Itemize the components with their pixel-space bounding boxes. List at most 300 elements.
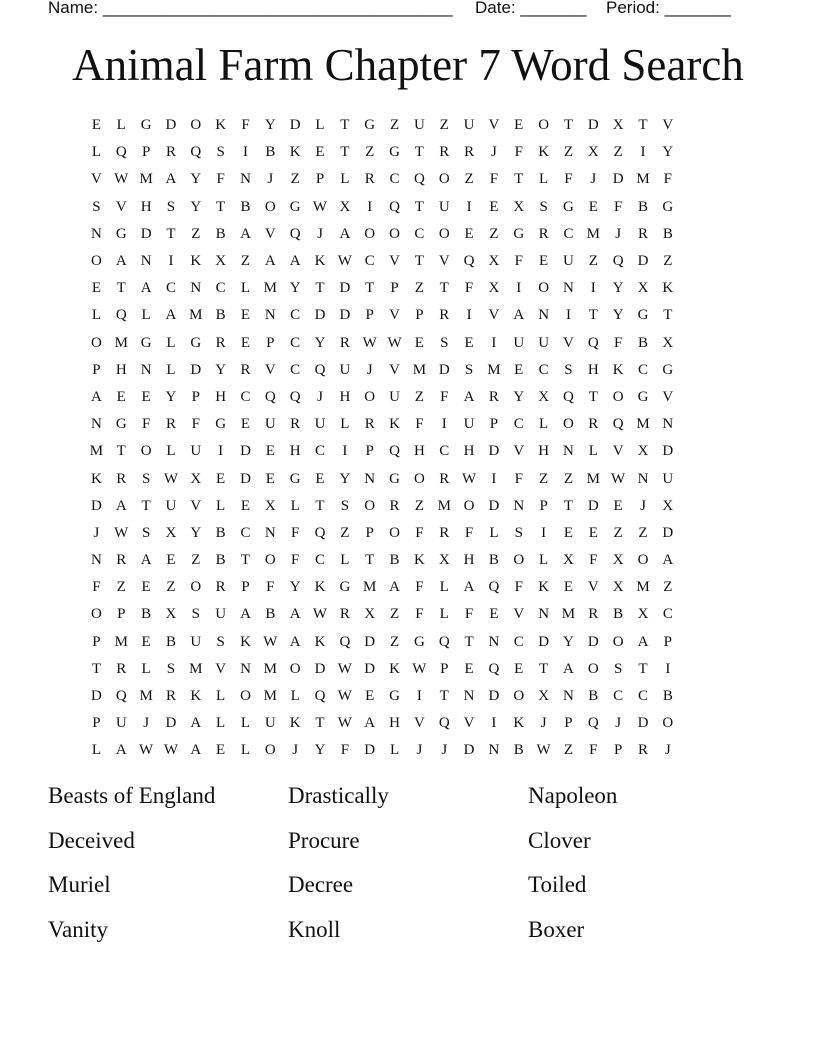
- grid-letter[interactable]: Z: [389, 606, 400, 623]
- grid-letter[interactable]: N: [140, 253, 152, 270]
- grid-letter[interactable]: B: [165, 633, 176, 650]
- grid-letter[interactable]: E: [464, 225, 474, 242]
- grid-letter[interactable]: P: [415, 307, 424, 324]
- grid-letter[interactable]: O: [438, 171, 450, 188]
- grid-letter[interactable]: X: [637, 606, 649, 623]
- grid-letter[interactable]: E: [240, 334, 251, 351]
- grid-letter[interactable]: A: [662, 552, 674, 569]
- grid-letter[interactable]: E: [514, 361, 524, 378]
- grid-letter[interactable]: M: [636, 416, 650, 433]
- grid-letter[interactable]: L: [539, 552, 549, 569]
- grid-letter[interactable]: R: [389, 497, 400, 514]
- grid-letter[interactable]: C: [290, 361, 301, 378]
- grid-letter[interactable]: Q: [115, 307, 127, 324]
- grid-letter[interactable]: L: [240, 715, 251, 732]
- grid-letter[interactable]: E: [563, 579, 574, 596]
- grid-letter[interactable]: D: [339, 307, 351, 324]
- grid-letter[interactable]: L: [141, 307, 151, 324]
- grid-letter[interactable]: T: [91, 660, 101, 677]
- grid-letter[interactable]: L: [216, 497, 226, 514]
- grid-letter[interactable]: V: [389, 361, 400, 378]
- grid-letter[interactable]: L: [166, 443, 176, 460]
- grid-letter[interactable]: B: [488, 552, 499, 569]
- grid-letter[interactable]: Y: [165, 388, 177, 405]
- grid-letter[interactable]: A: [637, 633, 649, 650]
- grid-letter[interactable]: Z: [340, 524, 350, 541]
- grid-letter[interactable]: S: [464, 361, 474, 378]
- grid-letter[interactable]: T: [638, 660, 648, 677]
- grid-letter[interactable]: G: [513, 225, 525, 242]
- grid-letter[interactable]: Y: [314, 742, 326, 759]
- grid-letter[interactable]: T: [638, 117, 648, 134]
- grid-letter[interactable]: N: [563, 280, 574, 297]
- grid-letter[interactable]: H: [115, 361, 127, 378]
- grid-letter[interactable]: E: [166, 552, 176, 569]
- grid-letter[interactable]: M: [114, 334, 128, 351]
- grid-letter[interactable]: D: [662, 443, 674, 460]
- grid-letter[interactable]: F: [514, 144, 523, 161]
- grid-letter[interactable]: H: [587, 361, 599, 378]
- grid-letter[interactable]: P: [539, 497, 548, 514]
- grid-letter[interactable]: L: [290, 688, 300, 705]
- grid-letter[interactable]: D: [488, 497, 500, 514]
- grid-letter[interactable]: N: [513, 497, 525, 514]
- grid-letter[interactable]: J: [491, 144, 497, 161]
- grid-letter[interactable]: D: [364, 660, 376, 677]
- grid-letter[interactable]: E: [365, 688, 375, 705]
- grid-letter[interactable]: X: [612, 552, 624, 569]
- grid-letter[interactable]: L: [439, 606, 449, 623]
- grid-letter[interactable]: G: [115, 225, 127, 242]
- grid-letter[interactable]: F: [340, 742, 350, 759]
- grid-letter[interactable]: J: [615, 715, 622, 732]
- grid-letter[interactable]: F: [564, 171, 573, 188]
- grid-letter[interactable]: M: [139, 171, 153, 188]
- grid-letter[interactable]: K: [389, 660, 400, 677]
- grid-letter[interactable]: B: [240, 198, 251, 215]
- grid-letter[interactable]: M: [561, 606, 576, 623]
- date-field[interactable]: Date: _______: [475, 0, 587, 17]
- grid-letter[interactable]: D: [637, 715, 649, 732]
- grid-letter[interactable]: O: [389, 524, 400, 541]
- grid-letter[interactable]: Z: [613, 524, 623, 541]
- grid-letter[interactable]: U: [165, 497, 177, 514]
- grid-letter[interactable]: I: [466, 198, 472, 215]
- grid-letter[interactable]: H: [389, 715, 400, 732]
- grid-letter[interactable]: W: [312, 606, 328, 623]
- grid-letter[interactable]: D: [438, 361, 450, 378]
- grid-letter[interactable]: Q: [190, 144, 202, 161]
- grid-letter[interactable]: V: [215, 660, 227, 677]
- grid-letter[interactable]: K: [190, 688, 202, 705]
- grid-letter[interactable]: T: [365, 280, 375, 297]
- grid-letter[interactable]: Z: [166, 579, 176, 596]
- grid-letter[interactable]: C: [637, 688, 648, 705]
- grid-letter[interactable]: C: [315, 552, 326, 569]
- grid-letter[interactable]: C: [240, 388, 251, 405]
- grid-letter[interactable]: O: [662, 715, 674, 732]
- grid-letter[interactable]: C: [364, 253, 375, 270]
- grid-letter[interactable]: T: [240, 552, 251, 569]
- grid-letter[interactable]: E: [116, 388, 126, 405]
- grid-letter[interactable]: E: [240, 497, 251, 514]
- grid-letter[interactable]: L: [340, 416, 350, 433]
- grid-letter[interactable]: G: [339, 579, 351, 596]
- grid-letter[interactable]: X: [438, 552, 450, 569]
- grid-letter[interactable]: D: [538, 633, 550, 650]
- grid-letter[interactable]: E: [588, 198, 598, 215]
- grid-letter[interactable]: N: [91, 225, 102, 242]
- grid-letter[interactable]: C: [240, 524, 251, 541]
- grid-letter[interactable]: T: [414, 144, 424, 161]
- grid-letter[interactable]: Y: [190, 171, 202, 188]
- grid-letter[interactable]: E: [240, 307, 251, 324]
- grid-letter[interactable]: O: [538, 280, 550, 297]
- grid-letter[interactable]: L: [91, 742, 101, 759]
- grid-letter[interactable]: R: [364, 416, 375, 433]
- grid-letter[interactable]: F: [589, 552, 598, 569]
- grid-letter[interactable]: L: [91, 144, 101, 161]
- grid-letter[interactable]: L: [439, 579, 449, 596]
- grid-letter[interactable]: E: [216, 470, 226, 487]
- grid-letter[interactable]: J: [143, 715, 150, 732]
- grid-letter[interactable]: A: [165, 171, 177, 188]
- grid-letter[interactable]: U: [513, 334, 525, 351]
- grid-letter[interactable]: V: [91, 171, 102, 188]
- grid-letter[interactable]: F: [440, 388, 449, 405]
- grid-letter[interactable]: B: [265, 606, 276, 623]
- grid-letter[interactable]: E: [315, 470, 325, 487]
- grid-letter[interactable]: H: [463, 443, 475, 460]
- grid-letter[interactable]: U: [190, 443, 202, 460]
- grid-letter[interactable]: U: [463, 117, 475, 134]
- grid-letter[interactable]: V: [389, 307, 400, 324]
- grid-letter[interactable]: P: [440, 660, 449, 677]
- grid-letter[interactable]: S: [141, 524, 151, 541]
- grid-letter[interactable]: W: [536, 742, 551, 759]
- grid-letter[interactable]: B: [662, 688, 673, 705]
- grid-letter[interactable]: G: [140, 117, 152, 134]
- grid-letter[interactable]: Z: [389, 633, 400, 650]
- grid-letter[interactable]: K: [240, 633, 251, 650]
- grid-letter[interactable]: I: [416, 688, 422, 705]
- grid-letter[interactable]: T: [315, 497, 325, 514]
- grid-letter[interactable]: U: [314, 416, 326, 433]
- grid-letter[interactable]: Y: [662, 144, 674, 161]
- grid-letter[interactable]: J: [267, 171, 274, 188]
- grid-letter[interactable]: O: [513, 552, 525, 569]
- grid-letter[interactable]: O: [289, 660, 301, 677]
- grid-letter[interactable]: O: [513, 688, 525, 705]
- grid-letter[interactable]: D: [364, 742, 376, 759]
- grid-letter[interactable]: L: [216, 688, 226, 705]
- grid-letter[interactable]: Y: [339, 470, 351, 487]
- grid-letter[interactable]: V: [662, 117, 674, 134]
- grid-letter[interactable]: F: [415, 524, 424, 541]
- grid-letter[interactable]: G: [215, 416, 227, 433]
- grid-letter[interactable]: P: [613, 742, 623, 759]
- grid-letter[interactable]: F: [216, 171, 225, 188]
- grid-letter[interactable]: F: [663, 171, 672, 188]
- grid-letter[interactable]: L: [588, 443, 598, 460]
- grid-letter[interactable]: X: [563, 552, 574, 569]
- grid-letter[interactable]: M: [263, 280, 277, 297]
- grid-letter[interactable]: A: [240, 606, 251, 623]
- grid-letter[interactable]: G: [389, 144, 400, 161]
- grid-letter[interactable]: I: [491, 470, 497, 487]
- grid-letter[interactable]: M: [139, 688, 153, 705]
- grid-letter[interactable]: D: [587, 497, 599, 514]
- grid-letter[interactable]: C: [165, 280, 176, 297]
- grid-letter[interactable]: Q: [413, 171, 425, 188]
- grid-letter[interactable]: V: [115, 198, 127, 215]
- grid-letter[interactable]: M: [586, 225, 600, 242]
- grid-letter[interactable]: G: [364, 117, 376, 134]
- grid-letter[interactable]: X: [662, 334, 674, 351]
- grid-letter[interactable]: Y: [563, 633, 574, 650]
- grid-letter[interactable]: E: [514, 660, 524, 677]
- grid-letter[interactable]: F: [141, 416, 151, 433]
- grid-letter[interactable]: N: [240, 660, 251, 677]
- grid-letter[interactable]: N: [264, 307, 276, 324]
- grid-letter[interactable]: S: [166, 198, 176, 215]
- grid-letter[interactable]: X: [662, 497, 674, 514]
- grid-letter[interactable]: Y: [513, 388, 525, 405]
- grid-letter[interactable]: W: [163, 742, 179, 759]
- grid-letter[interactable]: O: [91, 606, 102, 623]
- grid-letter[interactable]: A: [289, 606, 301, 623]
- grid-letter[interactable]: R: [165, 144, 176, 161]
- grid-letter[interactable]: C: [538, 361, 549, 378]
- grid-letter[interactable]: R: [464, 144, 475, 161]
- grid-letter[interactable]: X: [215, 253, 227, 270]
- grid-letter[interactable]: V: [488, 117, 500, 134]
- grid-letter[interactable]: Z: [116, 579, 126, 596]
- grid-letter[interactable]: E: [91, 280, 101, 297]
- grid-letter[interactable]: M: [263, 688, 277, 705]
- grid-letter[interactable]: R: [339, 606, 350, 623]
- grid-letter[interactable]: U: [264, 416, 276, 433]
- grid-letter[interactable]: E: [265, 470, 275, 487]
- grid-letter[interactable]: D: [488, 688, 500, 705]
- grid-letter[interactable]: U: [662, 470, 674, 487]
- grid-letter[interactable]: Q: [587, 715, 599, 732]
- grid-letter[interactable]: U: [264, 715, 276, 732]
- grid-letter[interactable]: U: [413, 117, 425, 134]
- grid-letter[interactable]: M: [586, 470, 600, 487]
- grid-letter[interactable]: B: [613, 606, 624, 623]
- grid-letter[interactable]: C: [513, 416, 524, 433]
- grid-letter[interactable]: S: [613, 660, 623, 677]
- grid-letter[interactable]: J: [292, 742, 299, 759]
- grid-letter[interactable]: O: [563, 416, 574, 433]
- grid-letter[interactable]: D: [587, 117, 599, 134]
- grid-letter[interactable]: S: [539, 198, 548, 215]
- grid-letter[interactable]: Q: [438, 633, 450, 650]
- grid-letter[interactable]: Q: [612, 416, 624, 433]
- grid-letter[interactable]: G: [413, 633, 425, 650]
- grid-letter[interactable]: A: [289, 253, 301, 270]
- grid-letter[interactable]: H: [463, 552, 475, 569]
- grid-letter[interactable]: U: [538, 334, 550, 351]
- grid-letter[interactable]: G: [637, 388, 649, 405]
- grid-letter[interactable]: X: [538, 688, 550, 705]
- grid-letter[interactable]: T: [116, 280, 126, 297]
- grid-letter[interactable]: Q: [339, 633, 351, 650]
- grid-letter[interactable]: E: [489, 606, 499, 623]
- grid-letter[interactable]: W: [337, 688, 352, 705]
- grid-letter[interactable]: K: [314, 253, 326, 270]
- grid-letter[interactable]: B: [513, 742, 524, 759]
- grid-letter[interactable]: G: [115, 416, 127, 433]
- grid-letter[interactable]: O: [612, 388, 624, 405]
- grid-letter[interactable]: A: [115, 497, 127, 514]
- grid-letter[interactable]: G: [637, 307, 649, 324]
- grid-letter[interactable]: J: [615, 225, 622, 242]
- grid-letter[interactable]: A: [165, 307, 177, 324]
- grid-letter[interactable]: E: [464, 660, 474, 677]
- grid-letter[interactable]: U: [389, 388, 400, 405]
- grid-letter[interactable]: A: [240, 225, 251, 242]
- grid-letter[interactable]: M: [263, 660, 277, 677]
- grid-letter[interactable]: N: [563, 443, 574, 460]
- grid-letter[interactable]: O: [538, 117, 550, 134]
- grid-letter[interactable]: X: [637, 443, 649, 460]
- grid-letter[interactable]: M: [114, 633, 128, 650]
- grid-letter[interactable]: G: [662, 198, 674, 215]
- grid-letter[interactable]: P: [564, 715, 573, 732]
- grid-letter[interactable]: S: [514, 524, 523, 541]
- grid-letter[interactable]: E: [141, 633, 151, 650]
- grid-letter[interactable]: R: [439, 307, 450, 324]
- grid-letter[interactable]: V: [264, 361, 276, 378]
- grid-letter[interactable]: V: [513, 606, 525, 623]
- grid-letter[interactable]: U: [115, 715, 127, 732]
- grid-letter[interactable]: L: [389, 742, 400, 759]
- grid-letter[interactable]: B: [662, 225, 673, 242]
- grid-letter[interactable]: Y: [612, 280, 624, 297]
- grid-letter[interactable]: T: [141, 497, 151, 514]
- grid-letter[interactable]: W: [114, 524, 129, 541]
- grid-letter[interactable]: W: [337, 660, 352, 677]
- grid-letter[interactable]: S: [92, 198, 101, 215]
- grid-letter[interactable]: M: [487, 361, 501, 378]
- grid-letter[interactable]: L: [340, 552, 350, 569]
- grid-letter[interactable]: B: [215, 524, 226, 541]
- grid-letter[interactable]: O: [264, 742, 276, 759]
- grid-letter[interactable]: Q: [289, 225, 301, 242]
- grid-letter[interactable]: C: [662, 606, 673, 623]
- grid-letter[interactable]: K: [413, 552, 425, 569]
- grid-letter[interactable]: B: [588, 688, 599, 705]
- grid-letter[interactable]: X: [339, 198, 351, 215]
- grid-letter[interactable]: Z: [563, 470, 574, 487]
- grid-letter[interactable]: F: [92, 579, 101, 596]
- grid-letter[interactable]: X: [165, 524, 177, 541]
- grid-letter[interactable]: I: [441, 416, 447, 433]
- grid-letter[interactable]: L: [166, 361, 176, 378]
- grid-letter[interactable]: M: [636, 171, 650, 188]
- grid-letter[interactable]: R: [116, 552, 127, 569]
- grid-letter[interactable]: O: [240, 688, 251, 705]
- grid-letter[interactable]: Z: [240, 253, 251, 270]
- grid-letter[interactable]: R: [588, 606, 599, 623]
- grid-letter[interactable]: A: [140, 552, 152, 569]
- grid-letter[interactable]: O: [587, 660, 599, 677]
- grid-letter[interactable]: T: [340, 117, 350, 134]
- grid-letter[interactable]: P: [92, 361, 101, 378]
- grid-letter[interactable]: X: [364, 606, 376, 623]
- grid-letter[interactable]: J: [441, 742, 448, 759]
- grid-letter[interactable]: D: [289, 117, 301, 134]
- grid-letter[interactable]: D: [140, 225, 152, 242]
- grid-letter[interactable]: Z: [290, 171, 300, 188]
- grid-letter[interactable]: T: [588, 307, 598, 324]
- period-field[interactable]: Period: _______: [606, 0, 731, 17]
- grid-letter[interactable]: H: [215, 388, 227, 405]
- grid-letter[interactable]: D: [165, 117, 177, 134]
- grid-letter[interactable]: J: [664, 742, 671, 759]
- grid-letter[interactable]: T: [663, 307, 673, 324]
- grid-letter[interactable]: Q: [488, 660, 500, 677]
- grid-letter[interactable]: L: [91, 307, 101, 324]
- grid-letter[interactable]: X: [637, 280, 649, 297]
- grid-letter[interactable]: Q: [463, 253, 475, 270]
- grid-letter[interactable]: D: [339, 280, 351, 297]
- grid-letter[interactable]: O: [364, 388, 376, 405]
- grid-letter[interactable]: G: [662, 361, 674, 378]
- grid-letter[interactable]: C: [439, 443, 450, 460]
- grid-letter[interactable]: S: [216, 633, 225, 650]
- grid-letter[interactable]: A: [513, 307, 525, 324]
- grid-letter[interactable]: G: [140, 334, 152, 351]
- grid-letter[interactable]: A: [563, 660, 574, 677]
- grid-letter[interactable]: Q: [389, 198, 400, 215]
- grid-letter[interactable]: P: [266, 334, 275, 351]
- grid-letter[interactable]: F: [415, 416, 424, 433]
- grid-letter[interactable]: W: [362, 334, 377, 351]
- grid-letter[interactable]: D: [240, 470, 251, 487]
- grid-letter[interactable]: V: [389, 253, 400, 270]
- grid-letter[interactable]: L: [539, 171, 549, 188]
- grid-letter[interactable]: F: [464, 606, 474, 623]
- grid-letter[interactable]: N: [488, 633, 500, 650]
- grid-letter[interactable]: Q: [389, 443, 400, 460]
- grid-letter[interactable]: M: [636, 579, 650, 596]
- grid-letter[interactable]: G: [389, 470, 400, 487]
- grid-letter[interactable]: I: [367, 198, 373, 215]
- grid-letter[interactable]: N: [488, 742, 500, 759]
- grid-letter[interactable]: P: [117, 606, 126, 623]
- grid-letter[interactable]: L: [539, 416, 549, 433]
- grid-letter[interactable]: K: [513, 715, 525, 732]
- grid-letter[interactable]: V: [488, 307, 500, 324]
- grid-letter[interactable]: S: [440, 334, 449, 351]
- grid-letter[interactable]: T: [414, 198, 424, 215]
- grid-letter[interactable]: J: [416, 742, 423, 759]
- grid-letter[interactable]: O: [364, 225, 376, 242]
- grid-letter[interactable]: K: [91, 470, 102, 487]
- grid-letter[interactable]: F: [514, 579, 523, 596]
- grid-letter[interactable]: Z: [663, 579, 673, 596]
- grid-letter[interactable]: S: [216, 144, 225, 161]
- grid-letter[interactable]: R: [215, 579, 226, 596]
- grid-letter[interactable]: D: [364, 633, 376, 650]
- grid-letter[interactable]: F: [291, 524, 300, 541]
- grid-letter[interactable]: P: [92, 633, 101, 650]
- grid-letter[interactable]: V: [413, 715, 425, 732]
- grid-letter[interactable]: Z: [414, 280, 424, 297]
